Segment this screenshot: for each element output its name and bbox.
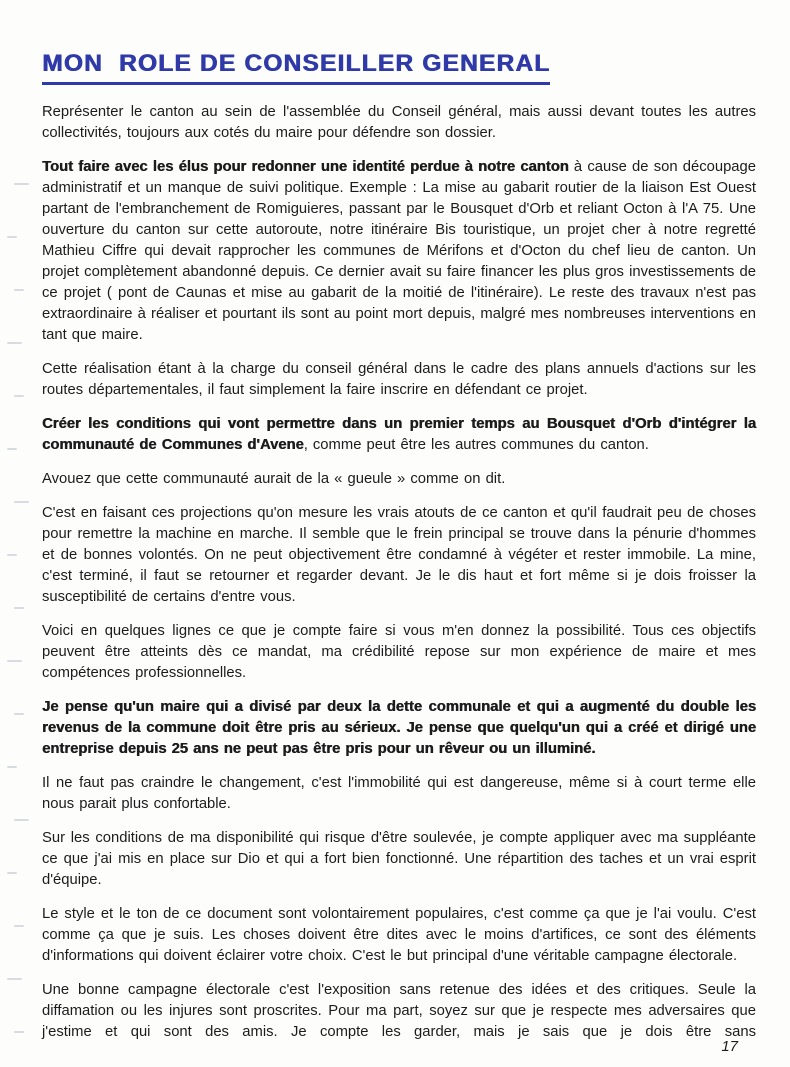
margin-mark	[14, 183, 29, 185]
margin-mark	[7, 872, 17, 874]
text-segment: Voici en quelques lignes ce que je compte faire si vous m'en donnez la possibilité. Tous ces objectifs peuvent être atteints dès ce mandat, ma crédibilité repose sur mon expérience de maire et mes compétences professionnelles.	[42, 623, 756, 681]
margin-mark	[7, 448, 17, 450]
bold-text-segment: Je pense qu'un maire qui a divisé par deux la dette communale et qui a augmenté du double les revenus de la commune doit être pris au sérieux. Je pense que quelqu'un qui a créé et dirigé une entreprise depuis 25 ans ne peut pas être pris pour un rêveur ou un illuminé.	[42, 699, 756, 757]
paragraph	[42, 904, 756, 967]
margin-mark	[14, 819, 29, 821]
text-segment: à cause de son découpage administratif et un manque de suivi politique. Exemple : La mise au gabarit routier de la liaison Est Ouest partant de l'embranchement de Romiguieres, passant par le Bousquet d'Orb et reliant Octon à l'A 75. Une ouverture du canton sur cette autoroute, notre itinéraire Bis touristique, un projet cher à notre regretté Mathieu Ciffre qui devait rapprocher les communes de Mérifons et d'Octon du chef lieu de canton. Un projet complètement abandonné depuis. Ce dernier avait su faire financer les plus gros investissements de ce projet ( pont de Caunas et mise au gabarit de la moitié de l'itinéraire). Le reste des travaux n'est pas extraordinaire à réaliser et pourtant ils sont au point mort depuis, malgré mes nombreuses interventions en tant que maire.	[42, 159, 756, 343]
paragraph	[42, 980, 756, 1043]
text-segment: Avouez que cette communauté aurait de la « gueule » comme on dit.	[42, 471, 506, 487]
text-segment: Cette réalisation étant à la charge du conseil général dans le cadre des plans annuels d'actions sur les routes départementales, il faut simplement la faire inscrire en défendant ce projet.	[42, 361, 756, 398]
margin-mark	[7, 978, 22, 980]
paragraph	[42, 469, 756, 490]
text-segment: Le style et le ton de ce document sont volontairement populaires, c'est comme ça que je l'ai voulu. C'est comme ça que je suis. Les choses doivent être dites avec le moins d'artifices, ce sont des éléments d'informations qui doivent éclairer votre choix. C'est le but principal d'une véritable campagne électorale.	[42, 906, 756, 964]
page-number: 17	[721, 1038, 738, 1055]
paragraph	[42, 414, 756, 456]
bold-text-segment: Créer les conditions qui vont permettre dans un premier temps au Bousquet d'Orb d'intégrer la communauté de Communes d'Avene	[42, 416, 756, 453]
paragraph	[42, 503, 756, 608]
paragraph	[42, 102, 756, 144]
margin-mark	[7, 236, 17, 238]
margin-mark	[14, 925, 24, 927]
paragraph	[42, 157, 756, 346]
margin-mark	[14, 501, 29, 503]
text-segment: C'est en faisant ces projections qu'on mesure les vrais atouts de ce canton et qu'il faudrait peu de choses pour remettre la machine en marche. Il semble que le frein principal se trouve dans la pénurie d'hommes et de bonnes volontés. On ne peut objectivement être condamné à végéter et rester immobile. La mine, c'est terminé, il faut se retourner et regarder devant. Je le dis haut et fort même si je dois froisser la susceptibilité de certains d'entre vous.	[42, 505, 756, 605]
text-segment: Une bonne campagne électorale c'est l'exposition sans retenue des idées et des critiques. Seule la diffamation ou les injures sont proscrites. Pour ma part, soyez sur que je respecte mes adversaires que j'estime et qui sont des amis. Je compte les garder, mais je sais que je dois être sans	[42, 982, 756, 1040]
text-segment: Il ne faut pas craindre le changement, c'est l'immobilité qui est dangereuse, même si à court terme elle nous parait plus confortable.	[42, 775, 756, 812]
text-segment: , comme peut être les autres communes du canton.	[303, 437, 649, 453]
paragraph	[42, 773, 756, 815]
margin-mark	[14, 289, 24, 291]
margin-mark	[14, 607, 24, 609]
text-segment: Sur les conditions de ma disponibilité qui risque d'être soulevée, je compte appliquer avec ma suppléante ce que j'ai mis en place sur Dio et qui a fort bien fonctionné. Une répartition des taches et un vrai esprit d'équipe.	[42, 830, 756, 888]
margin-mark	[7, 342, 22, 344]
page-title: MON ROLE DE CONSEILLER GENERAL	[42, 50, 550, 85]
paragraph	[42, 621, 756, 684]
paragraph	[42, 697, 756, 760]
paragraph	[42, 828, 756, 891]
margin-mark	[14, 395, 24, 397]
margin-mark	[14, 1031, 24, 1033]
margin-mark	[7, 660, 22, 662]
bold-text-segment: Tout faire avec les élus pour redonner une identité perdue à notre canton	[42, 159, 569, 175]
text-segment: Représenter le canton au sein de l'assemblée du Conseil général, mais aussi devant toutes les autres collectivités, toujours aux cotés du maire pour défendre son dossier.	[42, 104, 756, 141]
margin-mark	[7, 766, 17, 768]
body-text	[42, 102, 756, 1043]
margin-mark	[14, 713, 24, 715]
margin-mark	[7, 554, 17, 556]
paragraph	[42, 359, 756, 401]
